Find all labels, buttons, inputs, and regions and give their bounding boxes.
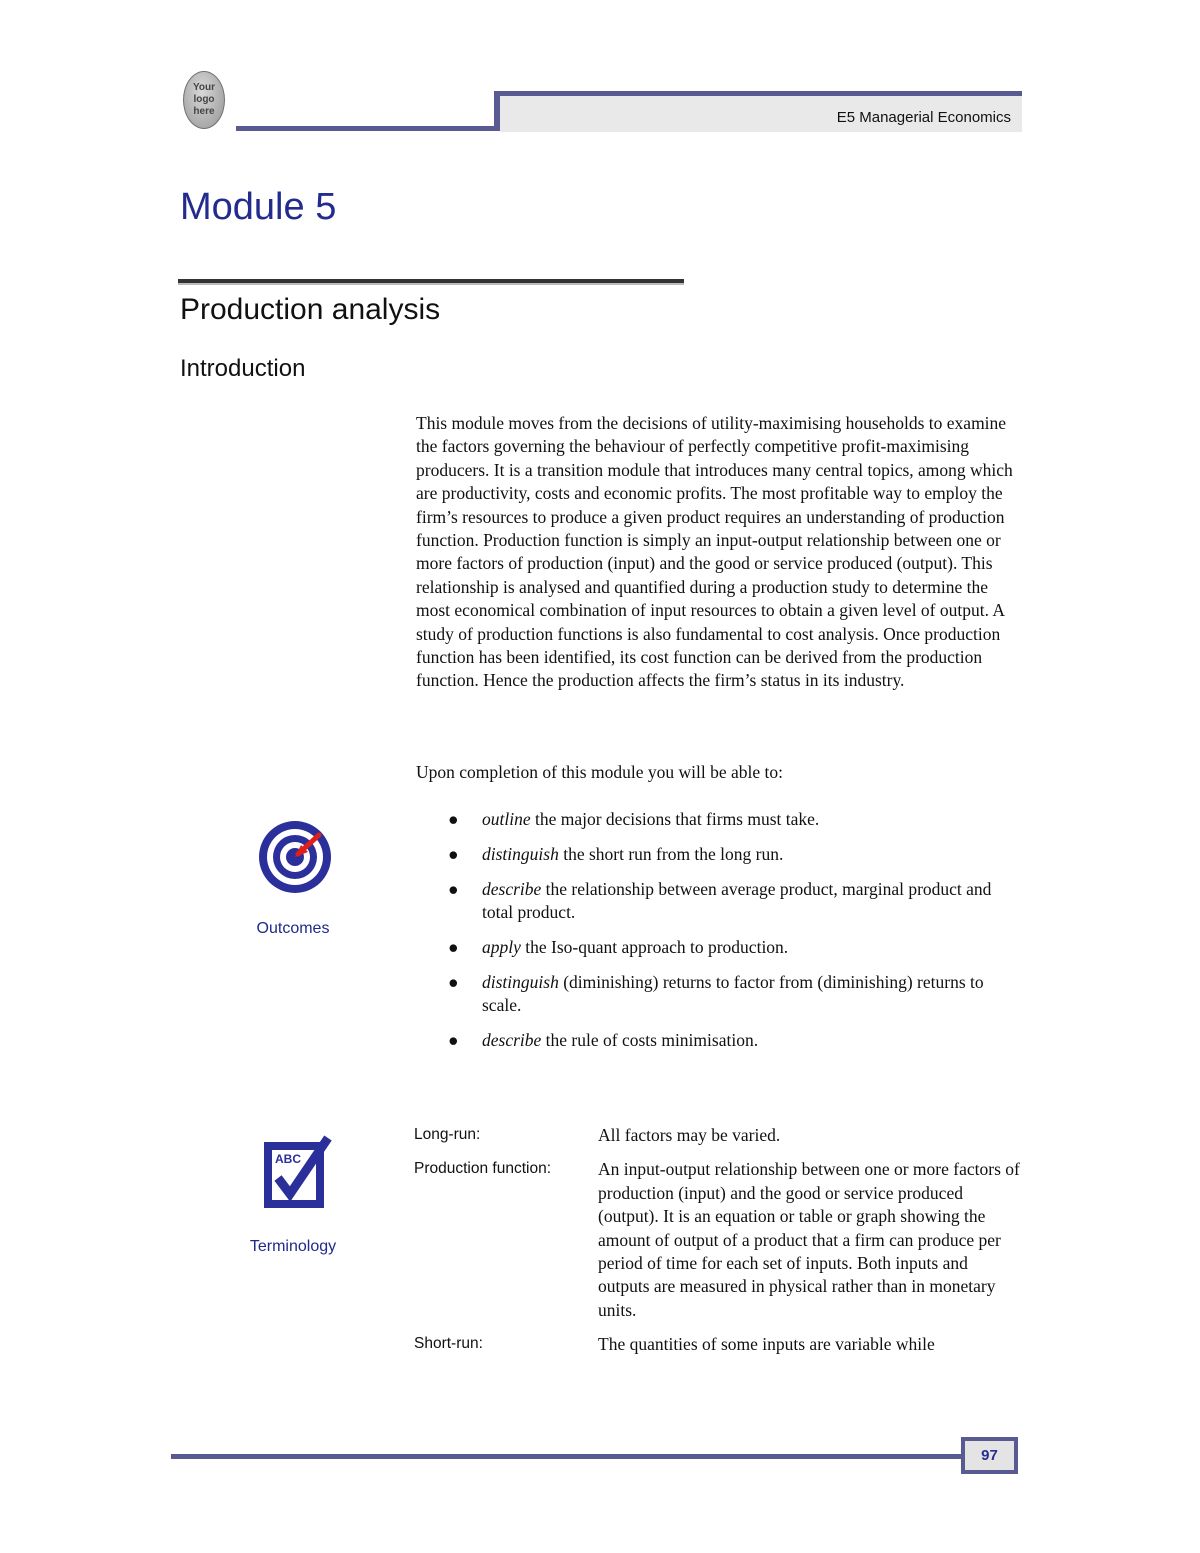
list-item	[416, 936, 1016, 959]
bullet-icon: ●	[448, 879, 459, 899]
term-definition: All factors may be varied.	[598, 1125, 781, 1145]
bullet-icon: ●	[448, 1030, 459, 1050]
logo-placeholder: Your logo here	[183, 71, 225, 129]
list-item	[416, 808, 1016, 831]
outcome-verb: describe	[482, 879, 542, 899]
header-rule-top	[494, 91, 1022, 96]
header-rule-step	[494, 91, 500, 131]
list-item	[416, 878, 1016, 924]
outcome-text: the major decisions that firms must take.	[530, 809, 820, 829]
footer-rule	[171, 1454, 963, 1459]
list-item	[416, 971, 1016, 1017]
bullet-icon: ●	[448, 809, 459, 829]
outcome-verb: describe	[482, 1030, 542, 1050]
outcome-verb: outline	[482, 809, 531, 829]
outcomes-caption: Outcomes	[256, 920, 330, 937]
term-entry	[414, 1333, 1024, 1356]
abc-label: ABC	[275, 1152, 301, 1166]
course-title: E5 Managerial Economics	[836, 109, 1011, 126]
subsection-title: Introduction	[180, 355, 306, 382]
outcomes-lead: Upon completion of this module you will be able to:	[416, 762, 783, 782]
term-label: Production function:	[414, 1160, 552, 1178]
outcome-text: the short run from the long run.	[558, 844, 784, 864]
outcome-verb: distinguish	[482, 844, 559, 864]
page-number: 97	[961, 1437, 1018, 1474]
term-definition: The quantities of some inputs are variable while	[598, 1334, 935, 1355]
term-label: Long-run:	[414, 1126, 481, 1143]
outcome-text: the Iso-quant approach to production.	[520, 937, 789, 957]
term-entry	[414, 1158, 1024, 1322]
outcome-text: the relationship between average product, marginal product and total product.	[482, 879, 992, 922]
target-icon	[257, 817, 335, 895]
terminology-list	[414, 1124, 1024, 1368]
outcome-verb: distinguish	[482, 972, 559, 992]
bullet-icon: ●	[448, 972, 459, 992]
module-divider-shadow	[178, 283, 684, 285]
outcome-text: the rule of costs minimisation.	[541, 1030, 759, 1050]
term-definition: An input-output relationship between one or more factors of production (input) and the good or service produced (output). It is an equation or table or graph showing the amount of output of a product that a firm can produce per period of time for each set of inputs. Both inputs and outputs are measured in physical rather than in monetary units.	[598, 1159, 1020, 1320]
list-item	[416, 843, 1016, 866]
bullet-icon: ●	[448, 937, 459, 957]
outcomes-list	[416, 808, 1016, 1064]
introduction-paragraph: This module moves from the decisions of utility-maximising households to examine the factors governing the behaviour of perfectly competitive profit-maximising producers. It is a transition module that introduces many central topics, among which are productivity, costs and economic profits. The most profitable way to employ the firm’s resources to produce a given product requires an understanding of production function. Production function is simply an input-output relationship between one or more factors of production (input) and the good or service produced (output). This relationship is analysed and quantified during a production study to determine the most economical combination of input resources to obtain a given level of output. A study of production functions is also fundamental to cost analysis. Once production function has been identified, its cost function can be derived from the production function. Hence the production affects the firm’s status in its industry.	[416, 413, 1013, 691]
outcome-verb: apply	[482, 937, 521, 957]
bullet-icon: ●	[448, 844, 459, 864]
abc-checkbox-icon	[258, 1134, 334, 1214]
term-label: Short-run:	[414, 1335, 483, 1353]
module-title: Module 5	[180, 186, 337, 228]
list-item	[416, 1029, 1016, 1052]
term-entry	[414, 1124, 1024, 1147]
terminology-caption: Terminology	[249, 1238, 337, 1255]
outcome-text: (diminishing) returns to factor from (diminishing) returns to scale.	[482, 972, 984, 1015]
section-title: Production analysis	[180, 293, 441, 326]
header-rule-left	[236, 126, 498, 131]
